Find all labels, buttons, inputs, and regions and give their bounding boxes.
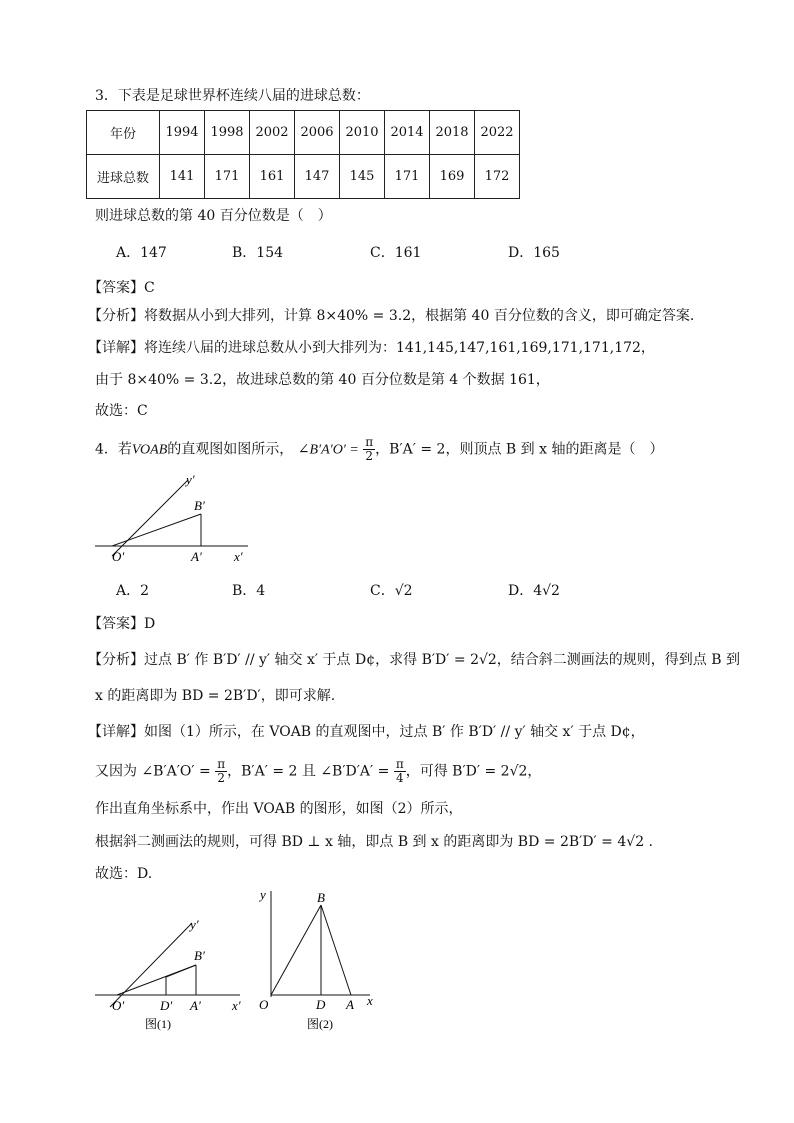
q3-choice: 故选：C: [95, 403, 148, 419]
label-x: x: [367, 993, 373, 1008]
label-d-prime: D′: [160, 998, 173, 1013]
q4-detail: [88, 722, 645, 742]
q4-option-a: A．2: [116, 583, 150, 599]
table-cell: 147: [295, 155, 340, 199]
analysis-tag: 【分析】: [88, 652, 144, 668]
table-header-year: 年份: [87, 111, 160, 155]
analysis-text: 将数据从小到大排列，计算 8×40% = 3.2，根据第 40 百分位数的含义，即可确定答案.: [144, 308, 695, 324]
q4-answer: [88, 614, 155, 634]
segment-d-b-top: [166, 965, 196, 977]
frac-den: 2: [217, 771, 225, 785]
table-cell: 2022: [475, 111, 520, 155]
table-cell: 171: [205, 155, 250, 199]
q3-question: 则进球总数的第 40 百分位数是（ ）: [95, 208, 332, 224]
q3-analysis: [88, 306, 694, 326]
frac-num: π: [217, 757, 226, 771]
label-a-prime: A′: [190, 998, 201, 1013]
table-cell: 2014: [385, 111, 430, 155]
segment-o-b: [271, 905, 321, 995]
q4-title: [95, 436, 663, 463]
segment-b-a: [321, 905, 351, 995]
answer-value: D: [144, 616, 156, 632]
table-cell: 145: [340, 155, 385, 199]
figure-1: [90, 905, 255, 1035]
table-cell: 2010: [340, 111, 385, 155]
label-b-prime: B′: [194, 948, 205, 963]
label-o-prime: O′: [112, 998, 125, 1013]
q3-option-a: A．147: [116, 245, 167, 261]
q3-detail: [88, 338, 655, 358]
answer-tag: 【答案】: [88, 616, 144, 632]
frac-den: 4: [395, 771, 404, 785]
frac-num: π: [365, 435, 374, 449]
label-y-prime: y′: [186, 472, 195, 487]
table-cell: 1998: [205, 111, 250, 155]
table-header-goals: 进球总数: [87, 155, 160, 199]
q4-option-b: B．4: [232, 583, 266, 599]
frac-num: π: [395, 757, 404, 771]
q4-detail-3: 作出直角坐标系中，作出 VOAB 的图形，如图（2）所示，: [95, 801, 463, 817]
q4-analysis: [88, 650, 740, 670]
label-o: O: [259, 997, 269, 1012]
q3-answer: [88, 278, 155, 298]
goals-table: [86, 110, 520, 199]
detail-tag: 【详解】: [88, 340, 144, 356]
q4-triangle-name: VOAB: [131, 442, 168, 458]
caption-figure-1: 图(1): [145, 1017, 171, 1031]
detail2-b: ，B′A′ = 2 且 ∠B′D′A′ =: [227, 763, 390, 780]
label-y-prime: y′: [190, 917, 199, 932]
q4-angle: ∠B′A′O′ =: [297, 442, 359, 458]
table-cell: 161: [250, 155, 295, 199]
answer-value: C: [144, 280, 155, 296]
label-a-prime: A′: [191, 549, 202, 564]
q4-detail-2: [95, 758, 541, 785]
q3-detail-2: 由于 8×40% = 3.2，故进球总数的第 40 百分位数是第 4 个数据 161，: [95, 372, 550, 388]
label-b: B: [317, 890, 325, 905]
detail-tag: 【详解】: [88, 724, 144, 740]
q4-title-prefix: 4．若: [95, 441, 132, 458]
segment-o-b: [112, 514, 201, 546]
table-cell: 172: [475, 155, 520, 199]
analysis-tag: 【分析】: [88, 308, 144, 324]
y-prime-axis: [112, 480, 188, 556]
figure-2: [255, 885, 385, 1035]
label-y: y: [260, 887, 266, 902]
q3-option-d: D．165: [508, 245, 560, 261]
detail2-c: ，可得 B′D′ = 2√2，: [405, 763, 542, 780]
table-cell: 1994: [160, 111, 205, 155]
q4-title-end: ，B′A′ = 2，则顶点 B 到 x 轴的距离是（ ）: [375, 441, 664, 458]
label-b-prime: B′: [194, 498, 205, 513]
q3-option-c: C．161: [370, 245, 422, 261]
table-row: [87, 111, 520, 155]
q4-detail-4: 根据斜二测画法的规则，可得 BD ⊥ x 轴，即点 B 到 x 的距离即为 BD = 2B′D′ = 4√2 .: [95, 834, 653, 850]
fraction-pi-over-4: [394, 758, 406, 785]
q3-title: 3．下表是足球世界杯连续八届的进球总数：: [95, 88, 370, 104]
oblique-view-figure: [90, 468, 260, 568]
y-prime-axis: [110, 923, 192, 1007]
table-cell: 171: [385, 155, 430, 199]
q4-choice: 故选：D.: [95, 866, 153, 882]
table-cell: 169: [430, 155, 475, 199]
answer-tag: 【答案】: [88, 280, 144, 296]
detail-text-1: 如图（1）所示，在 VOAB 的直观图中，过点 B′ 作 B′D′ // y′ 轴交 x′ 于点 D¢，: [144, 724, 645, 740]
frac-den: 2: [365, 449, 374, 463]
table-cell: 2002: [250, 111, 295, 155]
fraction-pi-over-2: [363, 436, 375, 463]
label-o-prime: O′: [112, 549, 125, 564]
table-cell: 2018: [430, 111, 475, 155]
label-x-prime: x′: [232, 998, 241, 1013]
detail-text: 将连续八届的进球总数从小到大排列为：141,145,147,161,169,171,171,172，: [144, 340, 655, 356]
q4-analysis-2: x 的距离即为 BD = 2B′D′，即可求解.: [95, 688, 336, 704]
label-x-prime: x′: [234, 549, 243, 564]
q3-option-b: B．154: [232, 245, 284, 261]
label-a: A: [346, 997, 354, 1012]
table-cell: 141: [160, 155, 205, 199]
q4-option-d: D．4√2: [508, 583, 560, 599]
detail2-a: 又因为 ∠B′A′O′ =: [95, 763, 211, 780]
label-d: D: [316, 997, 326, 1012]
q4-title-mid: 的直观图如图所示，: [167, 441, 294, 458]
table-cell: 2006: [295, 111, 340, 155]
analysis-text-1: 过点 B′ 作 B′D′ // y′ 轴交 x′ 于点 D¢，求得 B′D′ = 2√2，结合斜二测画法的规则，得到点 B 到: [144, 652, 740, 668]
caption-figure-2: 图(2): [307, 1017, 333, 1031]
fraction-pi-over-2: [215, 758, 227, 785]
table-row: [87, 155, 520, 199]
q4-option-c: C．√2: [370, 583, 413, 599]
